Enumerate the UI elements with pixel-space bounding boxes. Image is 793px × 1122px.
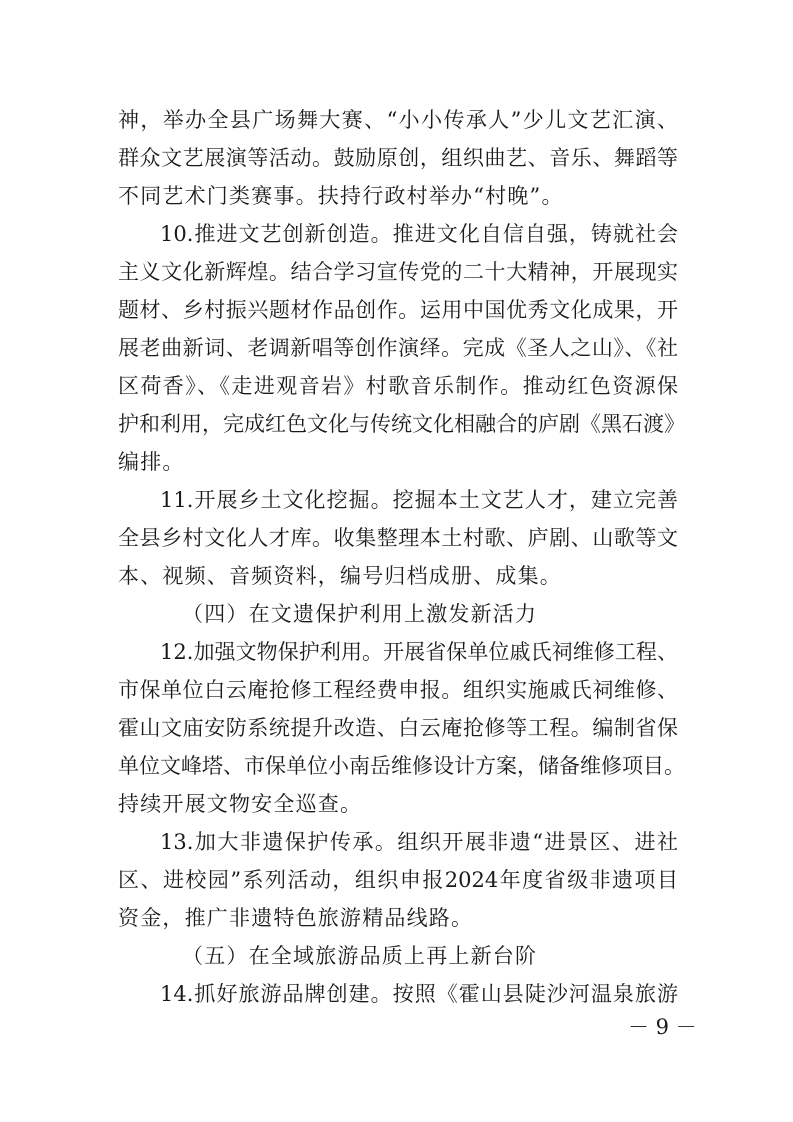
text-line: 区荷香》、《走进观音岩》村歌音乐制作。推动红色资源保 (118, 374, 678, 398)
text-line: 护和利用，完成红色文化与传统文化相融合的庐剧《黑石渡》 (118, 412, 685, 436)
text-line: 神，举办全县广场舞大赛、“小小传承人”少儿文艺汇演、 (118, 108, 678, 132)
text-line: 市保单位白云庵抢修工程经费申报。组织实施戚氏祠维修、 (118, 678, 678, 702)
text-line: 本、视频、音频资料，编号归档成册、成集。 (118, 564, 562, 588)
section-heading-5: （五）在全域旅游品质上再上新台阶 (182, 944, 538, 968)
text-line: 主义文化新辉煌。结合学习宣传党的二十大精神，开展现实 (118, 260, 678, 284)
paragraph-heading-10: 10.推进文艺创新创造。推进文化自信自强，铸就社会 (160, 222, 678, 246)
section-heading-4: （四）在文遗保护利用上激发新活力 (182, 602, 538, 626)
paragraph-heading-13: 13.加大非遗保护传承。组织开展非遗“进景区、进社 (160, 830, 678, 854)
page-number: － 9 － (628, 1015, 697, 1039)
text-line: 区、进校园”系列活动，组织申报2024年度省级非遗项目 (118, 868, 678, 892)
text-line: 资金，推广非遗特色旅游精品线路。 (118, 906, 474, 930)
text-line: 展老曲新词、老调新唱等创作演绎。完成《圣人之山》、《社 (118, 336, 678, 360)
text-line: 持续开展文物安全巡查。 (118, 792, 363, 816)
text-line: 霍山文庙安防系统提升改造、白云庵抢修等工程。编制省保 (118, 716, 678, 740)
paragraph-heading-12: 12.加强文物保护利用。开展省保单位戚氏祠维修工程、 (160, 640, 678, 664)
text-line: 单位文峰塔、市保单位小南岳维修设计方案，储备维修项目。 (118, 754, 685, 778)
paragraph-heading-11: 11.开展乡土文化挖掘。挖掘本土文艺人才，建立完善 (160, 488, 678, 512)
text-line: 题材、乡村振兴题材作品创作。运用中国优秀文化成果，开 (118, 298, 678, 322)
text-line: 全县乡村文化人才库。收集整理本土村歌、庐剧、山歌等文 (118, 526, 678, 550)
paragraph-heading-14: 14.抓好旅游品牌创建。按照《霍山县陡沙河温泉旅游 (160, 982, 678, 1006)
text-line: 不同艺术门类赛事。扶持行政村举办“村晚”。 (118, 184, 564, 208)
text-line: 群众文艺展演等活动。鼓励原创，组织曲艺、音乐、舞蹈等 (118, 146, 678, 170)
text-line: 编排。 (118, 450, 185, 474)
